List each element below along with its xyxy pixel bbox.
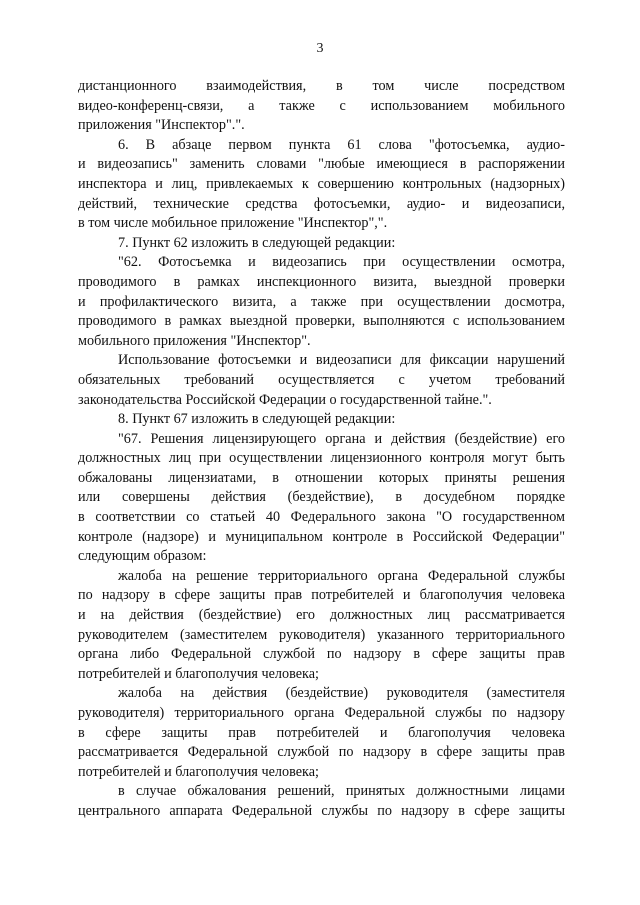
text-line: жалоба на решение территориального органа Федеральной службы bbox=[118, 567, 565, 584]
text-line: потребителей и благополучия человека; bbox=[78, 665, 319, 682]
text-line: проводимого в рамках инспекционного визита, выездной проверки bbox=[78, 273, 565, 290]
text-line: обжалованы лицензиатами, в отношении которых приняты решения bbox=[78, 469, 565, 486]
text-line: центрального аппарата Федеральной службы по надзору в сфере защиты bbox=[78, 802, 565, 819]
text-line: руководителем (заместителем руководителя) указанного территориального bbox=[78, 626, 565, 643]
text-line: дистанционного взаимодействия, в том числе посредством bbox=[78, 78, 565, 94]
text-line: и на действия (бездействие) его должностных лиц рассматривается bbox=[78, 607, 565, 624]
text-line: руководителя) территориального органа Федеральной службы по надзору bbox=[78, 705, 565, 721]
text-line: 6. В абзаце первом пункта 61 слова "фотосъемка, аудио- bbox=[118, 136, 565, 153]
text-line: обязательных требований осуществляется с учетом требований bbox=[78, 371, 565, 388]
text-line: и профилактического визита, а также при осуществлении досмотра, bbox=[78, 293, 565, 310]
text-line: Использование фотосъемки и видеозаписи для фиксации нарушений bbox=[118, 352, 565, 369]
text-line: законодательства Российской Федерации о государственной тайне.". bbox=[78, 391, 492, 408]
text-line: "67. Решения лицензирующего органа и действия (бездействие) его bbox=[118, 430, 565, 447]
text-line: приложения "Инспектор".". bbox=[78, 117, 245, 134]
text-line: рассматривается Федеральной службой по надзору в сфере защиты прав bbox=[78, 744, 565, 761]
text-line: в том числе мобильное приложение "Инспектор",". bbox=[78, 215, 388, 232]
text-line: в соответствии со статьей 40 Федерального закона "О государственном bbox=[78, 509, 565, 526]
text-line: мобильного приложения "Инспектор". bbox=[78, 332, 311, 349]
text-line: инспектора и лиц, привлекаемых к совершению контрольных (надзорных) bbox=[78, 175, 565, 192]
text-line: следующим образом: bbox=[78, 548, 207, 565]
page-number: 3 bbox=[316, 41, 324, 56]
text-line: жалоба на действия (бездействие) руководителя (заместителя bbox=[118, 685, 565, 702]
text-line: контроле (надзоре) и муниципальном контроле в Российской Федерации" bbox=[78, 528, 565, 545]
text-line: органа либо Федеральной службой по надзору в сфере защиты прав bbox=[78, 646, 565, 663]
text-line: видео-конференц-связи, а также с использованием мобильного bbox=[78, 97, 565, 114]
text-line: 8. Пункт 67 изложить в следующей редакции: bbox=[118, 411, 396, 428]
text-line: "62. Фотосъемка и видеозапись при осуществлении осмотра, bbox=[118, 254, 565, 271]
text-line: потребителей и благополучия человека; bbox=[78, 763, 319, 780]
document-body bbox=[78, 77, 565, 822]
text-line: должностных лиц при осуществлении лицензионного контроля могут быть bbox=[78, 450, 565, 467]
text-line: и видеозапись" заменить словами "любые имеющиеся в распоряжении bbox=[78, 156, 565, 173]
text-line: по надзору в сфере защиты прав потребителей и благополучия человека bbox=[78, 587, 565, 604]
text-line: действий, технические средства фотосъемки, аудио- и видеозаписи, bbox=[78, 195, 565, 212]
text-line: или совершены действия (бездействие), в досудебном порядке bbox=[78, 489, 565, 506]
text-line: в сфере защиты прав потребителей и благополучия человека bbox=[78, 724, 565, 741]
text-line: в случае обжалования решений, принятых должностными лицами bbox=[118, 783, 565, 800]
text-line: проводимого в рамках выездной проверки, выполняются с использованием bbox=[78, 313, 565, 330]
text-line: 7. Пункт 62 изложить в следующей редакции: bbox=[118, 234, 396, 251]
